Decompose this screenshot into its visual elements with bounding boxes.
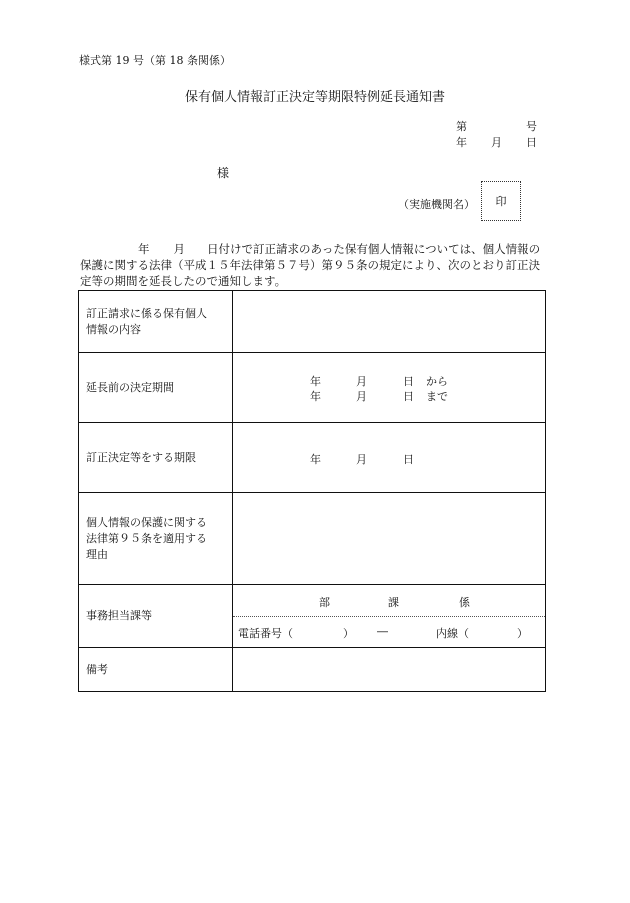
period-to-suffix: まで — [426, 390, 448, 403]
row-label-deadline: 訂正決定等をする期限 — [79, 423, 233, 493]
row-value-contact — [233, 585, 546, 648]
contact-unit: 係 — [459, 596, 470, 609]
table-row-remarks — [79, 648, 546, 692]
row-label-original-period: 延長前の決定期間 — [79, 353, 233, 423]
seal-box — [481, 181, 521, 221]
details-table — [78, 290, 546, 692]
row-label-content-line-2: 情報の内容 — [86, 322, 141, 336]
row-label-reason-line-2: 法律第９５条を適用する — [86, 531, 207, 545]
body-line-2: 保護に関する法律（平成１５年法律第５７号）第９５条の規定により、次のとおり訂正決 — [80, 258, 540, 272]
period-to-day: 日 — [403, 390, 414, 403]
phone-dash: ― — [377, 625, 388, 638]
document-title: 保有個人情報訂正決定等期限特例延長通知書 — [184, 90, 445, 105]
issue-date-month: 月 — [491, 136, 502, 149]
period-from-suffix: から — [426, 375, 448, 388]
extension-close: ） — [517, 627, 528, 640]
row-label-contact: 事務担当課等 — [79, 585, 233, 648]
table-row-content — [79, 291, 546, 353]
seal-label: 印 — [495, 195, 507, 208]
issue-date-year: 年 — [456, 136, 467, 149]
row-label-reason-line-1: 個人情報の保護に関する — [86, 515, 207, 529]
form-number: 様式第 19 号（第 18 条関係） — [79, 54, 231, 67]
notice-body — [80, 241, 546, 289]
period-from-month: 月 — [356, 375, 367, 388]
body-line-1-rest: 日付けで訂正請求のあった保有個人情報については、個人情報の — [207, 242, 541, 256]
issue-date-day: 日 — [526, 136, 537, 149]
table-row-reason — [79, 493, 546, 585]
row-value-remarks — [233, 648, 546, 692]
row-label-reason — [79, 493, 233, 585]
row-value-reason — [233, 493, 546, 585]
period-to-month: 月 — [356, 390, 367, 403]
contact-section: 課 — [388, 596, 399, 609]
phone-number-label: 電話番号（ — [238, 627, 293, 640]
table-row-deadline — [79, 423, 546, 493]
row-value-content — [233, 291, 546, 353]
body-line-1 — [80, 241, 546, 257]
deadline-year: 年 — [310, 453, 321, 466]
body-month: 月 — [173, 242, 185, 256]
extension-label: 内線（ — [436, 627, 469, 640]
phone-number-close: ） — [343, 627, 354, 640]
document-number-prefix: 第 — [456, 120, 467, 133]
agency-name-label: （実施機関名） — [398, 198, 475, 211]
deadline-month: 月 — [356, 453, 367, 466]
deadline-day: 日 — [403, 453, 414, 466]
period-from-year: 年 — [310, 375, 321, 388]
row-label-reason-line-3: 理由 — [86, 547, 108, 561]
table-row-original-period — [79, 353, 546, 423]
row-label-content-line-1: 訂正請求に係る保有個人 — [86, 306, 207, 320]
period-to-year: 年 — [310, 390, 321, 403]
body-year: 年 — [138, 242, 150, 256]
document-number-suffix: 号 — [526, 120, 537, 133]
row-value-deadline — [233, 423, 546, 493]
row-value-original-period — [233, 353, 546, 423]
body-line-3: 定等の期間を延長したので通知します。 — [80, 274, 287, 288]
row-label-remarks: 備考 — [79, 648, 233, 692]
row-label-content — [79, 291, 233, 353]
table-row-contact — [79, 585, 546, 648]
contact-dotted-divider — [233, 616, 545, 617]
addressee-suffix: 様 — [217, 166, 230, 180]
contact-department: 部 — [319, 596, 330, 609]
period-from-day: 日 — [403, 375, 414, 388]
